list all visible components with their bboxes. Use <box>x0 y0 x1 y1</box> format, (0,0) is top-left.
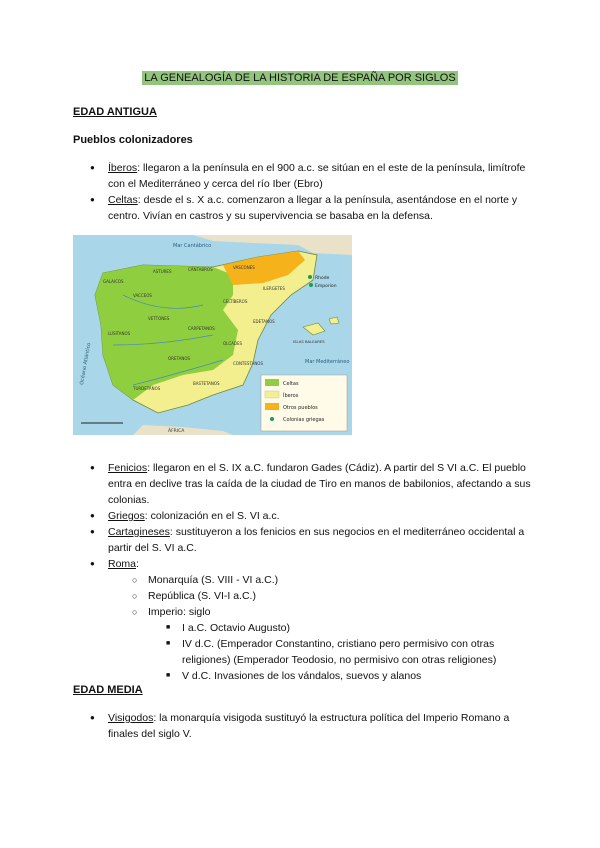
colony-dot-rhode <box>308 275 312 279</box>
map-label: VACCEOS <box>133 293 152 298</box>
legend-label: Colonias griegas <box>283 417 325 423</box>
term: Íberos <box>108 162 138 174</box>
pueblos-list <box>88 160 538 224</box>
map-label: CARPETANOS <box>188 326 215 331</box>
legend-swatch-colonias <box>270 417 274 421</box>
list-item: ● Fenicios: llegaron en el S. IX a.C. fundaron Gades (Cádiz). A partir del S VI a.C. El pueblo entra en declive tras la caída de la ciudad de Tiro en manos de babilonios, afectando a sus colonias. <box>88 460 538 508</box>
map-label: ISLAS BALEARES <box>293 339 325 344</box>
section-heading-media: EDAD MEDIA <box>73 684 143 696</box>
map-label: ORETANOS <box>168 356 191 361</box>
map-label: TURDETANOS <box>133 386 161 391</box>
map-label: VASCONES <box>233 265 255 270</box>
list-item: ■ V d.C. Invasiones de los vándalos, suevos y alanos <box>108 668 538 684</box>
media-list <box>88 710 538 742</box>
map-label: LUSITANOS <box>108 331 131 336</box>
page-title: LA GENEALOGÍA DE LA HISTORIA DE ESPAÑA POR SIGLOS <box>144 72 456 84</box>
list-item: ■ I a.C. Octavio Augusto) <box>108 620 538 636</box>
map-label: Mar Cantábrico <box>173 243 212 249</box>
map-label: Rhode <box>315 276 330 281</box>
map-label: ASTURES <box>153 269 172 274</box>
roma-sublist <box>108 572 538 684</box>
map-label: ÁFRICA <box>168 429 185 434</box>
map-label: EDETANOS <box>253 319 275 324</box>
imperio-sublist <box>108 620 538 684</box>
map-label: VETTONES <box>148 316 170 321</box>
legend-swatch-otros <box>265 403 279 410</box>
map-label: OLCADES <box>223 341 243 346</box>
list-item: ○ Imperio: siglo ■ I a.C. Octavio Augusto) ■ IV d.C. (Emperador Constantino, cristiano pero permisivo con otras religiones) (Emperador Teodosio, no permisivo con otras religiones) ■ V d.C. Invasiones de los vándalos, suevos y alanos <box>108 604 538 684</box>
map-label: GALAICOS <box>103 279 124 284</box>
map-label: Emporion <box>315 284 337 289</box>
list-item: ○ Monarquía (S. VIII - VI a.C.) <box>108 572 538 588</box>
term: Celtas <box>108 194 138 206</box>
list-item: ● Íberos: llegaron a la península en el 900 a.c. se sitúan en el este de la península, limítrofe con el Mediterráneo y cerca del río Iber (Ebro) <box>88 160 538 192</box>
map-label: Océano Atlántico <box>79 342 93 386</box>
legend-swatch-celtas <box>265 379 279 386</box>
list-item: ● Roma: ○ Monarquía (S. VIII - VI a.C.) ○ República (S. VI-I a.C.) ○ Imperio: siglo ■ I a.C. Octavio Augusto) ■ IV d.C. (Emperador Constantino, cristiano pero permisivo con otras religiones) (Emperador Teodosio, no permisivo con otras religiones) ■ V d.C. Invasiones de los vándalos, suevos y alanos <box>88 556 538 684</box>
map-label: BASTETANOS <box>193 381 220 386</box>
map-label: CÁNTABROS <box>188 267 213 272</box>
list-item: ● Cartagineses: sustituyeron a los fenicios en sus negocios en el mediterráneo occidental a partir del S. VI a.C. <box>88 524 538 556</box>
iberia-map <box>73 235 352 435</box>
list-item: ● Griegos: colonización en el S. VI a.c. <box>88 508 538 524</box>
map-label: Mar Mediterráneo <box>305 359 350 365</box>
legend-label: Íberos <box>283 393 299 399</box>
legend-label: Celtas <box>283 381 299 387</box>
list-item: ○ República (S. VI-I a.C.) <box>108 588 538 604</box>
list-item: ● Visigodos: la monarquía visigoda sustituyó la estructura política del Imperio Romano a finales del siglo V. <box>88 710 538 742</box>
colonizers-list <box>88 460 538 684</box>
map-label: CELTÍBEROS <box>223 299 248 304</box>
list-item: ● Celtas: desde el s. X a.c. comenzaron a llegar a la península, asentándose en el norte y centro. Vivían en castros y su supervivencia se basaba en la defensa. <box>88 192 538 224</box>
subheading-pueblos: Pueblos colonizadores <box>73 134 193 146</box>
legend-label: Otros pueblos <box>283 405 318 411</box>
list-item: ■ IV d.C. (Emperador Constantino, cristiano pero permisivo con otras religiones) (Emperador Teodosio, no permisivo con otras religiones) <box>108 636 538 668</box>
section-heading-antigua: EDAD ANTIGUA <box>73 106 157 118</box>
map-label: CONTESTANOS <box>233 361 263 366</box>
legend-swatch-iberos <box>265 391 279 398</box>
map-label: ILERGETES <box>263 286 285 291</box>
colony-dot-emporion <box>309 283 313 287</box>
